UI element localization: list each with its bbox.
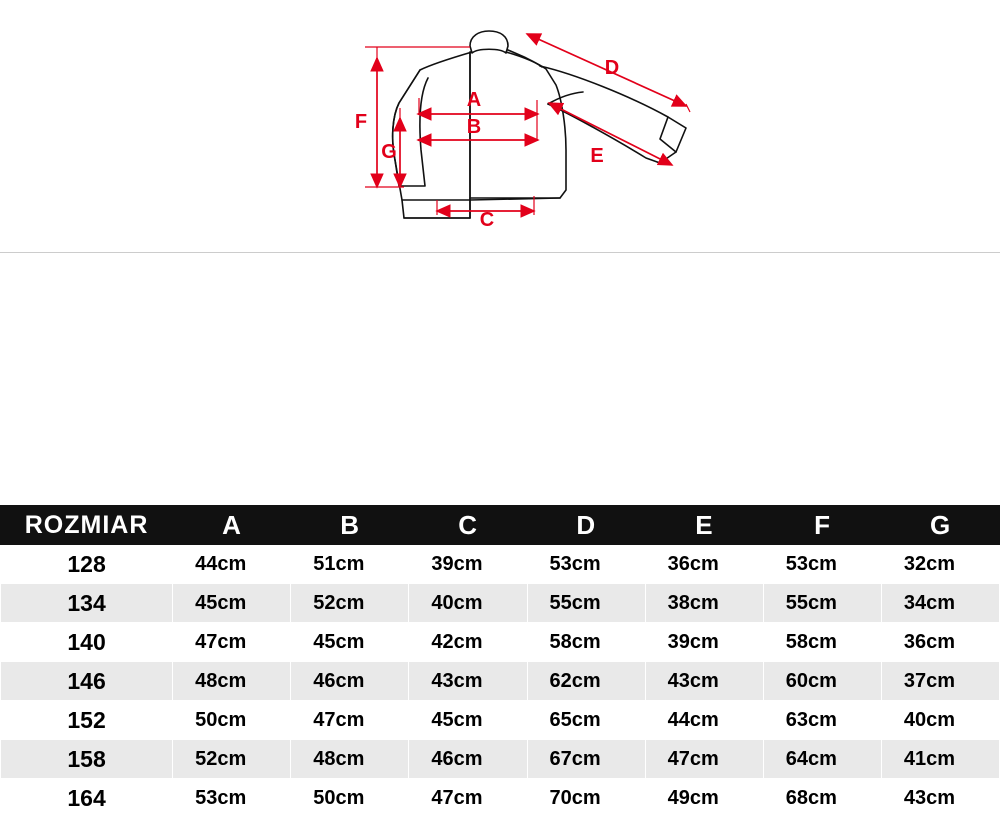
diagram-label-c: C <box>479 209 495 231</box>
diagram-label-f: F <box>354 111 368 133</box>
cell-a: 50cm <box>173 701 291 740</box>
cell-c: 43cm <box>409 662 527 701</box>
cell-f: 64cm <box>763 740 881 779</box>
cell-d: 70cm <box>527 779 645 818</box>
diagram-label-g: G <box>381 141 397 163</box>
cell-f: 58cm <box>763 623 881 662</box>
size-table <box>0 505 1000 818</box>
cell-size: 158 <box>1 740 173 779</box>
diagram-label-b: B <box>466 116 482 138</box>
column-header-d: D <box>527 506 645 545</box>
cell-c: 40cm <box>409 584 527 623</box>
cell-g: 36cm <box>881 623 999 662</box>
cell-f: 63cm <box>763 701 881 740</box>
cell-d: 53cm <box>527 545 645 584</box>
cell-a: 53cm <box>173 779 291 818</box>
cell-g: 34cm <box>881 584 999 623</box>
cell-d: 55cm <box>527 584 645 623</box>
size-table-body <box>1 545 1000 818</box>
garment-measurement-diagram <box>0 0 1000 252</box>
cell-g: 37cm <box>881 662 999 701</box>
cell-e: 43cm <box>645 662 763 701</box>
diagram-label-e: E <box>590 145 604 167</box>
cell-a: 44cm <box>173 545 291 584</box>
cell-c: 46cm <box>409 740 527 779</box>
table-row <box>1 662 1000 701</box>
cell-e: 39cm <box>645 623 763 662</box>
cell-size: 128 <box>1 545 173 584</box>
column-header-b: B <box>291 506 409 545</box>
cell-size: 164 <box>1 779 173 818</box>
cell-b: 45cm <box>291 623 409 662</box>
cell-c: 42cm <box>409 623 527 662</box>
column-header-rozmiar: ROZMIAR <box>1 506 173 545</box>
cell-e: 49cm <box>645 779 763 818</box>
cell-g: 43cm <box>881 779 999 818</box>
cell-g: 41cm <box>881 740 999 779</box>
cell-d: 58cm <box>527 623 645 662</box>
cell-g: 40cm <box>881 701 999 740</box>
cell-b: 52cm <box>291 584 409 623</box>
table-row <box>1 701 1000 740</box>
cell-e: 44cm <box>645 701 763 740</box>
cell-f: 68cm <box>763 779 881 818</box>
cell-c: 39cm <box>409 545 527 584</box>
cell-a: 52cm <box>173 740 291 779</box>
cell-f: 55cm <box>763 584 881 623</box>
cell-b: 48cm <box>291 740 409 779</box>
cell-a: 45cm <box>173 584 291 623</box>
cell-c: 45cm <box>409 701 527 740</box>
cell-c: 47cm <box>409 779 527 818</box>
column-header-c: C <box>409 506 527 545</box>
column-header-e: E <box>645 506 763 545</box>
cell-d: 62cm <box>527 662 645 701</box>
column-header-f: F <box>763 506 881 545</box>
cell-e: 36cm <box>645 545 763 584</box>
table-row <box>1 623 1000 662</box>
cell-b: 50cm <box>291 779 409 818</box>
cell-a: 48cm <box>173 662 291 701</box>
cell-g: 32cm <box>881 545 999 584</box>
table-header-row <box>1 506 1000 545</box>
cell-d: 67cm <box>527 740 645 779</box>
cell-size: 152 <box>1 701 173 740</box>
size-table-wrapper <box>0 252 1000 811</box>
diagram-label-d: D <box>604 57 620 79</box>
cell-d: 65cm <box>527 701 645 740</box>
cell-size: 140 <box>1 623 173 662</box>
cell-size: 146 <box>1 662 173 701</box>
cell-b: 51cm <box>291 545 409 584</box>
cell-e: 38cm <box>645 584 763 623</box>
size-table-head <box>1 506 1000 545</box>
cell-size: 134 <box>1 584 173 623</box>
table-row <box>1 545 1000 584</box>
cell-b: 47cm <box>291 701 409 740</box>
cell-f: 53cm <box>763 545 881 584</box>
cell-a: 47cm <box>173 623 291 662</box>
cell-f: 60cm <box>763 662 881 701</box>
cell-e: 47cm <box>645 740 763 779</box>
jacket-outline-icon <box>393 31 686 218</box>
diagram-label-a: A <box>466 89 482 111</box>
table-row <box>1 584 1000 623</box>
column-header-g: G <box>881 506 999 545</box>
column-header-a: A <box>173 506 291 545</box>
cell-b: 46cm <box>291 662 409 701</box>
table-row <box>1 779 1000 818</box>
measurement-arrows <box>365 34 690 215</box>
table-row <box>1 740 1000 779</box>
